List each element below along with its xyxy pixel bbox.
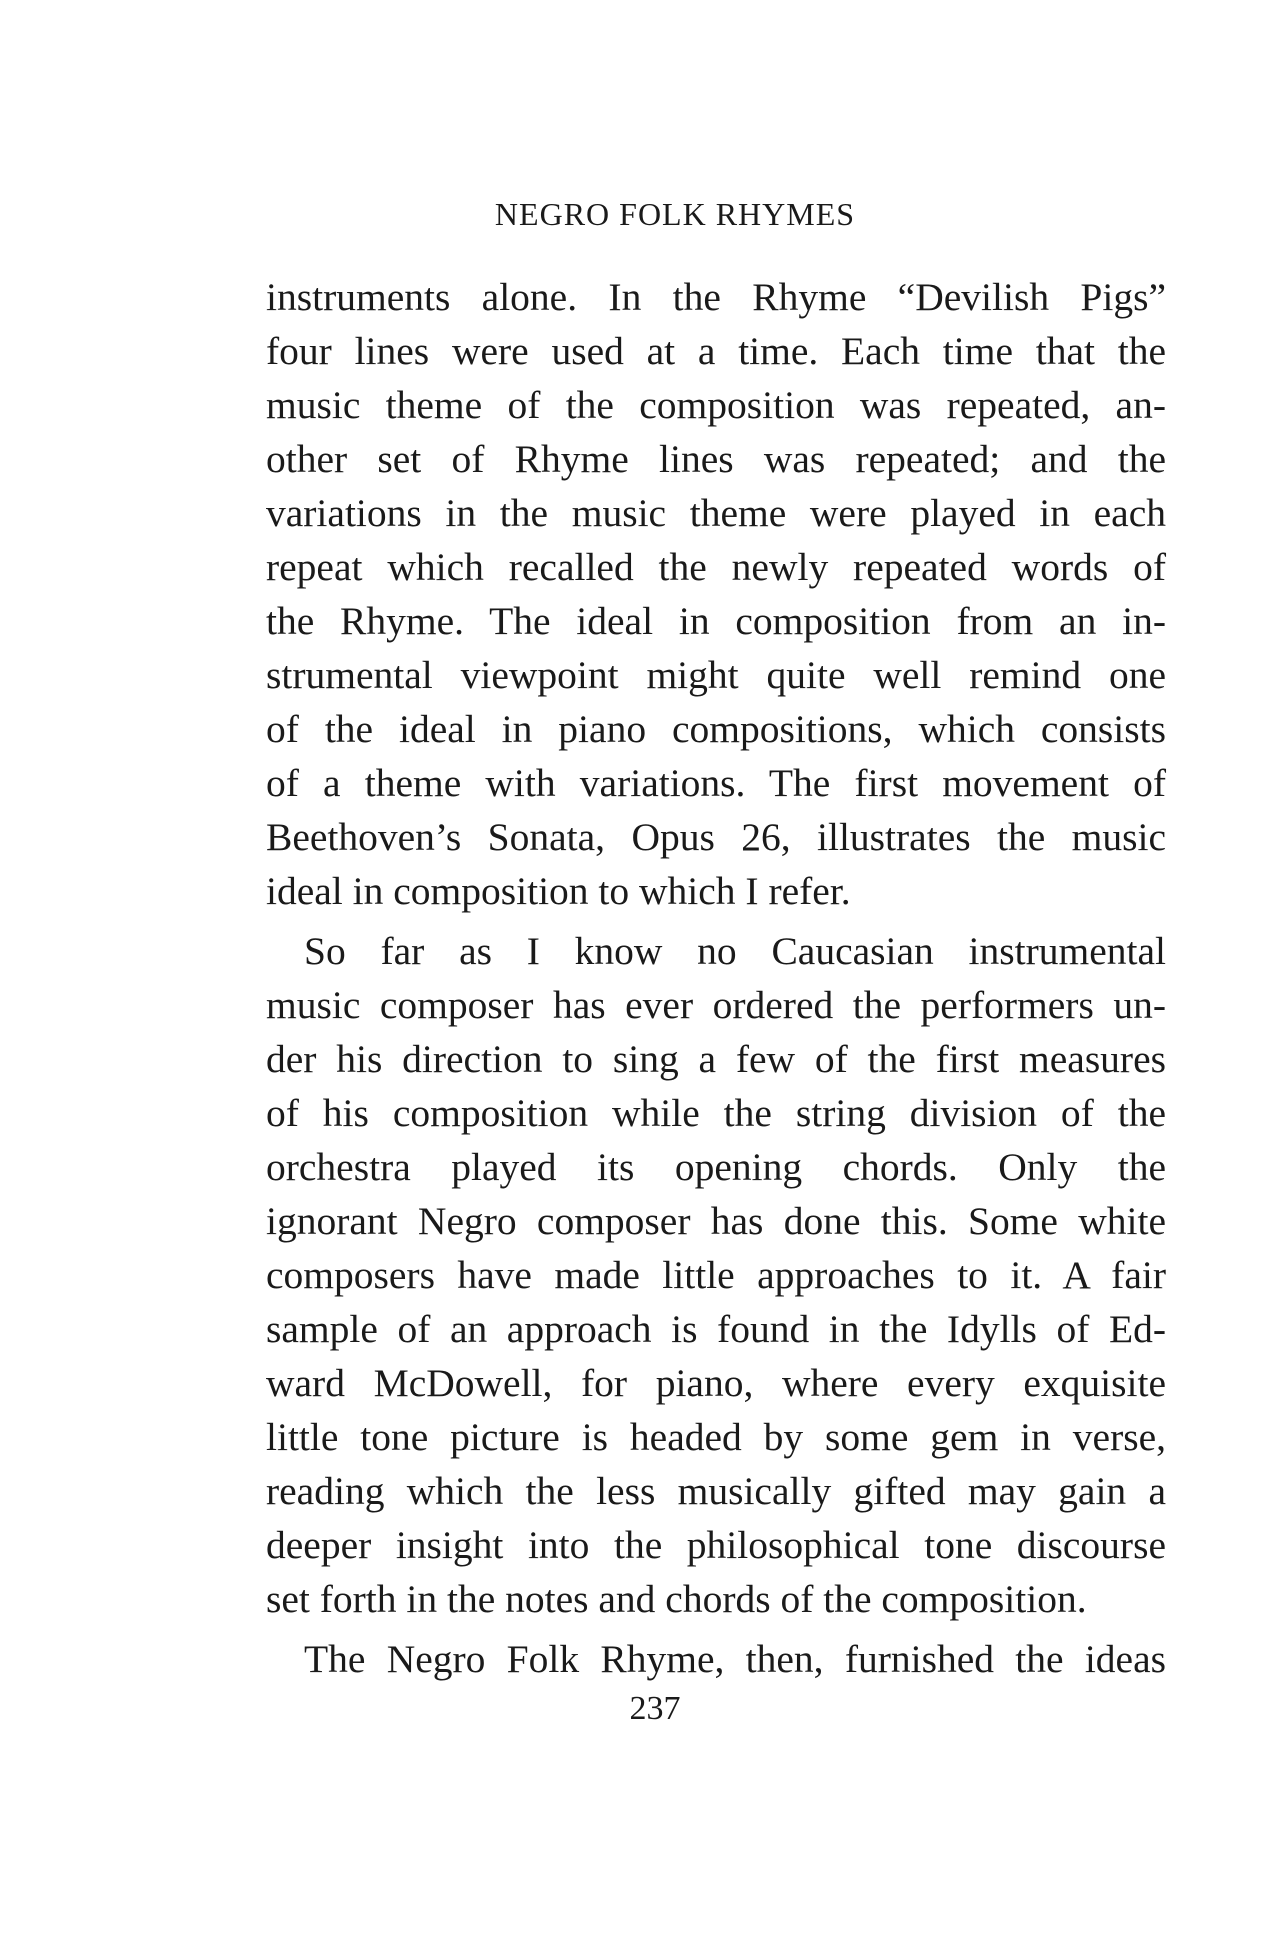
- text-line: of a theme with variations. The first movement of: [266, 761, 1166, 805]
- text-line: ideal in composition to which I refer.: [266, 869, 851, 913]
- text-line: other set of Rhyme lines was repeated; and the: [266, 437, 1166, 481]
- text-line: music theme of the composition was repeated, an-: [266, 383, 1166, 427]
- text-line: four lines were used at a time. Each time that the: [266, 329, 1166, 373]
- text-line: of the ideal in piano compositions, which consists: [266, 707, 1166, 751]
- paragraph-2: [266, 924, 1166, 1626]
- text-line: deeper insight into the philosophical tone discourse: [266, 1523, 1166, 1567]
- text-line: der his direction to sing a few of the first measures: [266, 1037, 1166, 1081]
- text-line: ignorant Negro composer has done this. Some white: [266, 1199, 1166, 1243]
- text-line: repeat which recalled the newly repeated words of: [266, 545, 1166, 589]
- paragraph-3: [266, 1632, 1166, 1686]
- text-line: sample of an approach is found in the Idylls of Ed-: [266, 1307, 1166, 1351]
- text-line: set forth in the notes and chords of the composition.: [266, 1577, 1087, 1621]
- text-line: orchestra played its opening chords. Only the: [266, 1145, 1166, 1189]
- text-line: the Rhyme. The ideal in composition from an in-: [266, 599, 1166, 643]
- page-number: 237: [629, 1690, 681, 1727]
- text-line: little tone picture is headed by some gem in verse,: [266, 1415, 1166, 1459]
- text-line: music composer has ever ordered the performers un-: [266, 983, 1166, 1027]
- text-line: The Negro Folk Rhyme, then, furnished the ideas: [304, 1637, 1166, 1681]
- page-body: [266, 270, 1166, 1686]
- text-line: variations in the music theme were played in each: [266, 491, 1166, 535]
- text-line: So far as I know no Caucasian instrumental: [304, 929, 1166, 973]
- running-header: NEGRO FOLK RHYMES: [494, 196, 856, 232]
- text-line: reading which the less musically gifted may gain a: [266, 1469, 1166, 1513]
- paragraph-1: [266, 270, 1166, 918]
- text-line: of his composition while the string division of the: [266, 1091, 1166, 1135]
- text-line: strumental viewpoint might quite well remind one: [266, 653, 1166, 697]
- text-line: ward McDowell, for piano, where every exquisite: [266, 1361, 1166, 1405]
- text-line: instruments alone. In the Rhyme “Devilish Pigs”: [266, 275, 1166, 319]
- text-line: composers have made little approaches to it. A fair: [266, 1253, 1166, 1297]
- text-line: Beethoven’s Sonata, Opus 26, illustrates the music: [266, 815, 1166, 859]
